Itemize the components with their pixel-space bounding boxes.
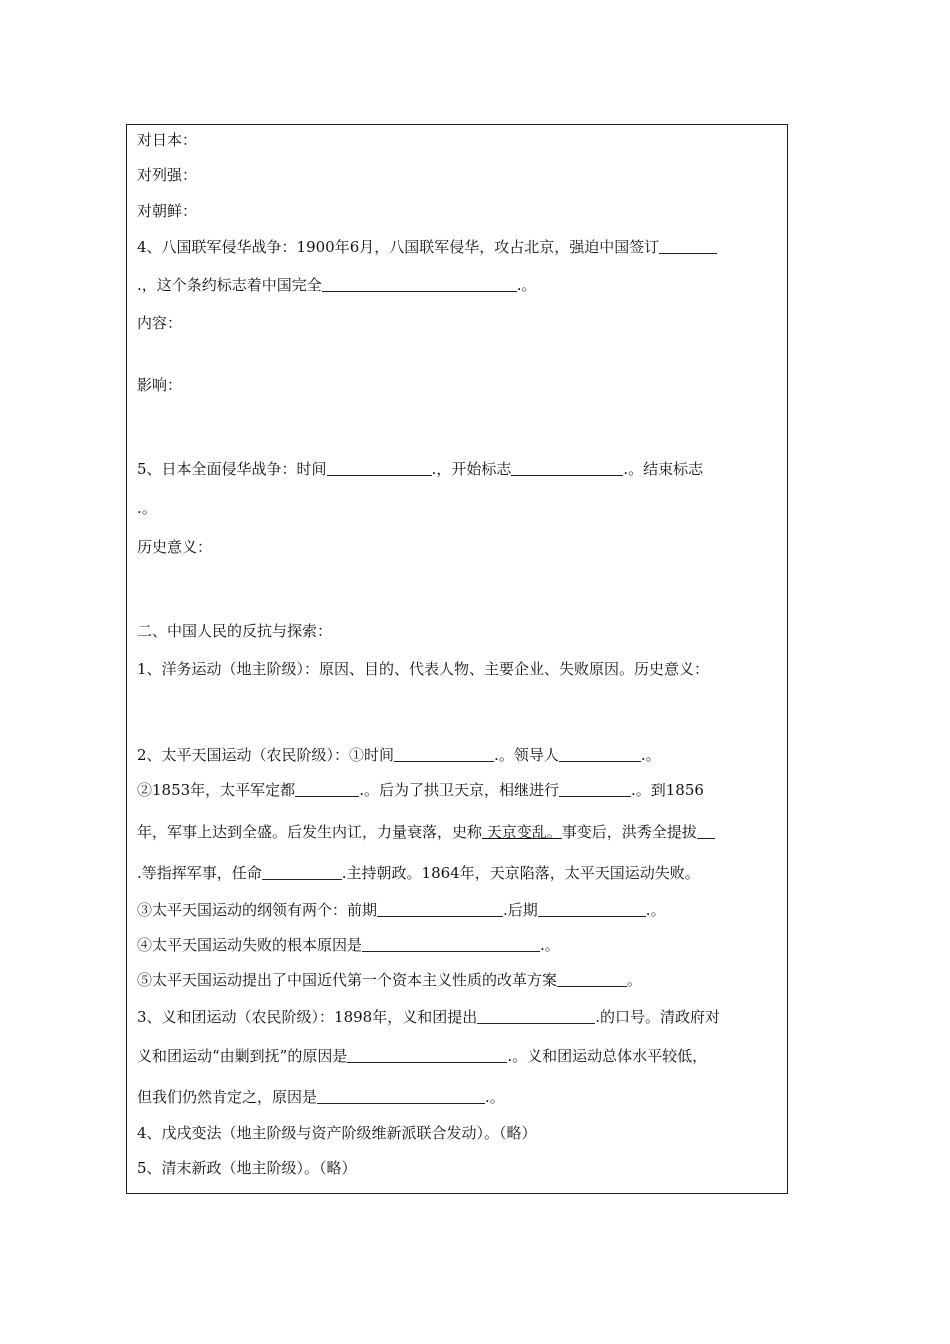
fill-blank[interactable]	[362, 936, 540, 952]
significance-label: 历史意义：	[137, 538, 213, 556]
fill-blank[interactable]	[697, 823, 715, 839]
item5-text3: .。结束标志	[623, 460, 704, 478]
yangwu-line: 1、洋务运动（地主阶级）：原因、目的、代表人物、主要企业、失败原因。历史意义：	[137, 660, 710, 678]
fill-blank[interactable]	[511, 460, 623, 476]
taiping-text: ②1853年，太平军定都	[137, 781, 296, 799]
worksheet-frame	[126, 124, 788, 1194]
fill-blank[interactable]	[347, 1047, 507, 1063]
yihe-text: .的口号。清政府对	[595, 1008, 721, 1026]
fill-blank[interactable]	[538, 901, 646, 917]
yihe-line1	[137, 1007, 781, 1027]
taiping-text: ③太平天国运动的纲领有两个：前期	[137, 901, 378, 919]
item5-line2: .。	[137, 499, 157, 517]
item4-line2	[137, 275, 781, 295]
yihe-text: .。义和团运动总体水平较低，	[507, 1047, 708, 1065]
taiping-text: .后期	[503, 901, 538, 919]
wuxu-line: 4、戊戌变法（地主阶级与资产阶级维新派联合发动）。（略）	[137, 1124, 537, 1142]
taiping-line6	[137, 935, 781, 955]
to-powers-label: 对列强：	[137, 166, 198, 184]
fill-blank[interactable]	[477, 1008, 595, 1024]
to-korea-label: 对朝鲜：	[137, 202, 198, 220]
taiping-line4	[137, 863, 781, 883]
yihe-line3	[137, 1087, 781, 1107]
taiping-text: 2、太平天国运动（农民阶级）：①时间	[137, 746, 395, 764]
fill-blank[interactable]	[262, 864, 342, 880]
fill-blank[interactable]	[559, 746, 641, 762]
yihe-text: 但我们仍然肯定之，原因是	[137, 1088, 318, 1106]
taiping-text: 事变后，洪秀全提拔	[561, 823, 697, 841]
taiping-text: .。	[645, 901, 666, 919]
taiping-text: .。后为了拱卫天京，相继进行	[359, 781, 559, 799]
taiping-line3	[137, 822, 781, 842]
fill-blank[interactable]	[557, 971, 627, 987]
yihe-text: 3、义和团运动（农民阶级）：1898年，义和团提出	[137, 1008, 478, 1026]
item5-text: 5、日本全面侵华战争：时间	[137, 460, 327, 478]
taiping-line5	[137, 900, 781, 920]
item4-end: .。	[516, 276, 537, 294]
item5-line1	[137, 459, 781, 479]
fill-blank[interactable]	[559, 781, 631, 797]
fill-blank[interactable]	[295, 781, 359, 797]
taiping-text: .。领导人	[494, 746, 559, 764]
taiping-text: .。	[640, 746, 661, 764]
fill-blank[interactable]	[394, 746, 494, 762]
taiping-line1	[137, 745, 781, 765]
taiping-text: .。到1856	[630, 781, 704, 799]
yihe-line2	[137, 1046, 781, 1066]
item4-line1	[137, 237, 781, 257]
taiping-text: 。	[627, 971, 643, 989]
to-japan-label: 对日本：	[137, 131, 198, 149]
taiping-line2	[137, 780, 781, 800]
taiping-text: .。	[540, 936, 560, 954]
taiping-text: 年，军事上达到全盛。后发生内讧，力量衰落，史称	[137, 823, 483, 841]
yihe-text: 义和团运动“由剿到抚”的原因是	[137, 1047, 348, 1065]
fill-blank[interactable]	[659, 238, 717, 254]
content-label: 内容：	[137, 314, 183, 332]
fill-blank[interactable]	[377, 901, 503, 917]
taiping-text: ⑤太平天国运动提出了中国近代第一个资本主义性质的改革方案	[137, 971, 558, 989]
taiping-text: ④太平天国运动失败的根本原因是	[137, 936, 363, 954]
qingmo-line: 5、清末新政（地主阶级）。（略）	[137, 1159, 357, 1177]
fill-blank[interactable]	[322, 276, 517, 292]
tianjing-incident: 天京变乱。	[482, 823, 562, 841]
yihe-text: .。	[485, 1088, 505, 1106]
section2-heading: 二、中国人民的反抗与探索：	[137, 622, 333, 640]
item4-text: 4、八国联军侵华战争：1900年6月，八国联军侵华，攻占北京，强迫中国签订	[137, 238, 660, 256]
item4-text2: .，这个条约标志着中国完全	[137, 276, 322, 294]
taiping-line7	[137, 970, 781, 990]
taiping-text: .主持朝政。1864年，天京陷落，太平天国运动失败。	[341, 864, 700, 882]
fill-blank[interactable]	[317, 1088, 485, 1104]
taiping-text: .等指挥军事，任命	[137, 864, 262, 882]
influence-label: 影响：	[137, 376, 183, 394]
item5-text2: .，开始标志	[431, 460, 512, 478]
fill-blank[interactable]	[327, 460, 432, 476]
